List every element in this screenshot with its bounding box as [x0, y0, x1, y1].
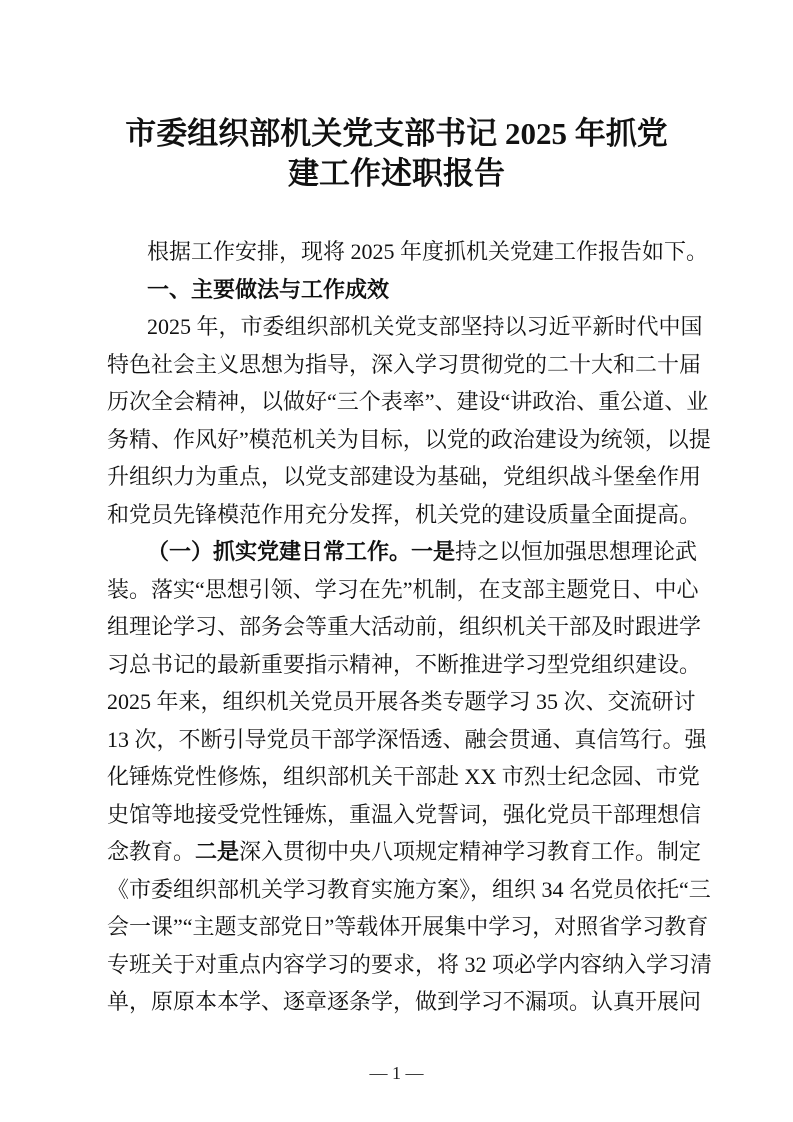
section-heading: 一、主要做法与工作成效 [147, 276, 390, 302]
text-line: 升组织力为重点，以党支部建设为基础，党组织战斗堡垒作用 [107, 464, 702, 489]
text-line: 务精、作风好”模范机关为目标，以党的政治建设为统领，以提 [107, 426, 711, 452]
text-line: 2025 年来，组织机关党员开展各类专题学习 35 次、交流研讨 [107, 689, 696, 714]
point-label: 一是 [411, 539, 456, 564]
title-line: 建工作述职报告 [288, 156, 505, 191]
document-body [107, 233, 713, 1021]
text-line: 单，原原本本学、逐章逐条学，做到学习不漏项。认真开展问 [107, 989, 702, 1014]
point-label: 二是 [195, 839, 240, 864]
text-segment: 持之以恒加强思想理论武 [455, 539, 698, 564]
text-line: 装。落实“思想引领、学习在先”机制，在支部主题党日、中心 [107, 576, 699, 602]
text-line [107, 833, 702, 871]
text-line: 2025 年，市委组织部机关党支部坚持以习近平新时代中国 [147, 314, 703, 339]
text-line: 和党员先锋模范作用充分发挥，机关党的建设质量全面提高。 [107, 501, 702, 527]
text-line: 专班关于对重点内容学习的要求，将 32 项必学内容纳入学习清 [107, 951, 713, 977]
text-line: 《市委组织部机关学习教育实施方案》，组织 34 名党员依托“三 [107, 876, 711, 902]
text-line: 会一课”“主题支部党日”等载体开展集中学习，对照省学习教育 [107, 914, 709, 939]
text-line: 史馆等地接受党性锤炼，重温入党誓词，强化党员干部理想信 [107, 801, 702, 827]
text-line: 组理论学习、部务会等重大活动前，组织机关干部及时跟进学 [107, 614, 702, 639]
text-segment: 念教育。 [107, 839, 196, 864]
sub-heading: （一）抓实党建日常工作。 [147, 539, 412, 564]
page-number: — 1 — [369, 1063, 424, 1083]
text-line: 历次全会精神，以做好“三个表率”、建设“讲政治、重公道、业 [107, 389, 709, 414]
text-line [107, 533, 698, 571]
document-title [0, 114, 793, 194]
intro-paragraph: 根据工作安排，现将 2025 年度抓机关党建工作报告如下。 [147, 239, 709, 264]
title-line: 市委组织部机关党支部书记 2025 年抓党 [125, 116, 668, 151]
text-line: 化锤炼党性修炼，组织部机关干部赴 XX 市烈士纪念园、市党 [107, 764, 700, 789]
text-line: 13 次，不断引导党员干部学深悟透、融会贯通、真信笃行。强 [107, 726, 707, 752]
text-line: 习总书记的最新重要指示精神，不断推进学习型党组织建设。 [107, 651, 702, 677]
text-line: 特色社会主义思想为指导，深入学习贯彻党的二十大和二十届 [107, 351, 702, 377]
text-segment: 深入贯彻中央八项规定精神学习教育工作。制定 [239, 839, 702, 864]
